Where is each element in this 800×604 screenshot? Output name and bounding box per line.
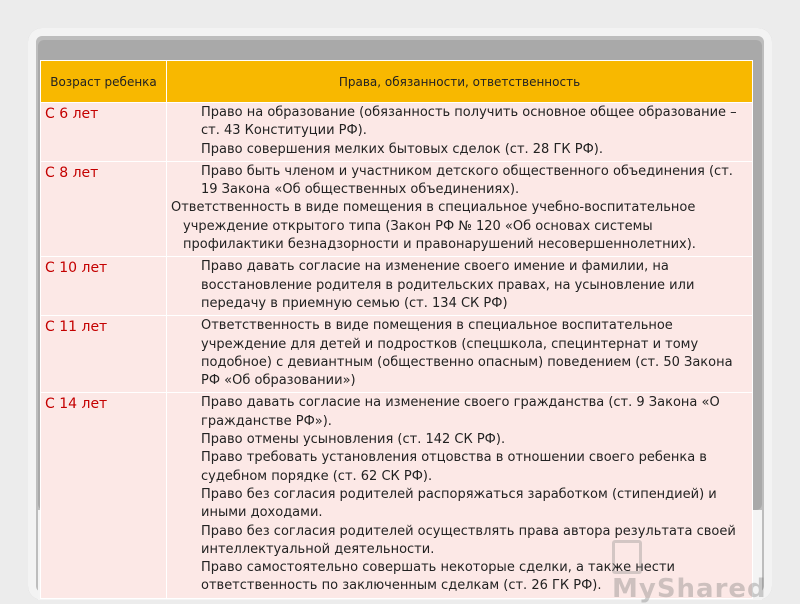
age-cell: С 10 лет	[41, 257, 167, 316]
age-cell: С 8 лет	[41, 161, 167, 256]
header-rights: Права, обязанности, ответственность	[167, 61, 753, 103]
list-item-text: Право на образование (обязанность получить основное общее образование – ст. 43 Конституции РФ).	[201, 105, 737, 139]
list-item	[171, 486, 746, 523]
rights-cell	[167, 257, 753, 316]
table-header-row	[41, 61, 753, 103]
list-item-text: Право быть членом и участником детского общественного объединения (ст. 19 Закона «Об общественных объединениях).	[201, 163, 733, 198]
table-row	[41, 257, 753, 316]
list-item	[171, 258, 746, 313]
header-age: Возраст ребенка	[41, 61, 167, 103]
list-item-text: Право отмены усыновления (ст. 142 СК РФ).	[201, 432, 506, 448]
rights-table	[40, 60, 753, 599]
list-item	[171, 449, 746, 486]
list-item	[171, 394, 746, 431]
list-item-text: Право требовать установления отцовства в отношении своего ребенка в судебном порядке (ст. 62 СК РФ).	[201, 450, 707, 484]
rights-cell	[167, 161, 753, 256]
watermark-icon	[612, 540, 642, 574]
list-item-text: Право без согласия родителей распоряжаться заработком (стипендией) и иными доходами.	[201, 486, 717, 521]
list-item	[171, 104, 746, 141]
list-item-text: Право без согласия родителей осуществлять права автора результата своей интеллектуальной деятельности.	[201, 523, 736, 557]
list-item-text: Право совершения мелких бытовых сделок (ст. 28 ГК РФ).	[201, 141, 603, 157]
list-item-text: Право самостоятельно совершать некоторые сделки, а также нести ответственность по заключенным сделкам (ст. 26 ГК РФ).	[201, 560, 675, 594]
watermark-logo	[612, 540, 772, 604]
rights-cell	[167, 316, 753, 393]
table-row	[41, 161, 753, 256]
paragraph-text: Ответственность в виде помещения в специальное учебно-воспитательное учреждение открытого типа (Закон РФ № 120 «Об основах системы профилактики безнадзорности и правонарушений несовершеннолетних).	[171, 200, 696, 253]
table-row	[41, 316, 753, 393]
watermark-text: MyShared	[612, 574, 767, 604]
list-item	[171, 431, 746, 449]
list-item-text: Ответственность в виде помещения в специальное воспитательное учреждение для детей и подростков (спецшкола, специнтернат и тому подобное) с девиантным (общественно опасным) поведением (ст. 50 Закона РФ «Об образовании»)	[201, 318, 733, 389]
list-item-text: Право давать согласие на изменение своего имение и фамилии, на восстановление родителя в родительских правах, на усыновление или передачу в приемную семью (ст. 134 СК РФ)	[201, 259, 695, 311]
table-row	[41, 103, 753, 162]
age-cell: С 14 лет	[41, 393, 167, 598]
list-item	[171, 163, 746, 200]
list-item-text: Право давать согласие на изменение своего гражданства (ст. 9 Закона «О гражданстве РФ»).	[201, 395, 720, 429]
age-cell: С 11 лет	[41, 316, 167, 393]
age-cell: С 6 лет	[41, 103, 167, 162]
list-item	[171, 317, 746, 390]
rights-cell	[167, 103, 753, 162]
list-item	[171, 141, 746, 159]
